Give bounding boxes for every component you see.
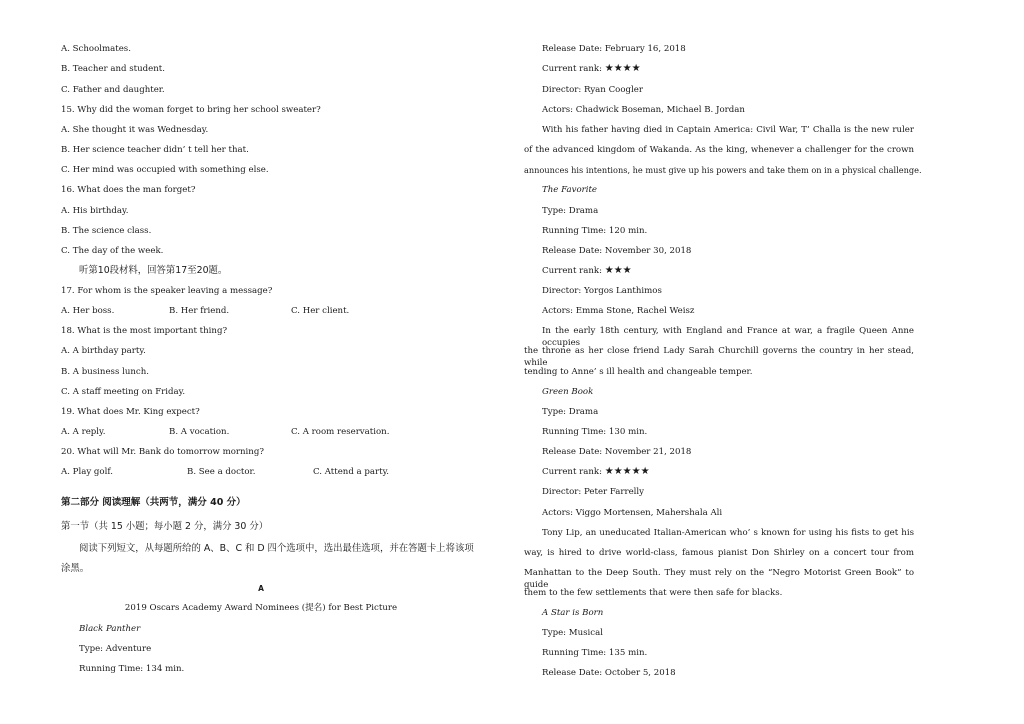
rank-label: Current rank:: [542, 467, 603, 477]
favorite-type: Type: Drama: [542, 206, 599, 216]
q15-option-c: C. Her mind was occupied with something else.: [61, 165, 269, 175]
favorite-release: Release Date: November 30, 2018: [542, 246, 692, 256]
favorite-desc-line3: tending to Anne’ s ill health and changeable temper.: [524, 367, 753, 377]
black-panther-director: Director: Ryan Coogler: [542, 85, 643, 95]
green-book-desc-line4: them to the few settlements that were then safe for blacks.: [524, 588, 783, 598]
movie-title-the-favorite: The Favorite: [542, 185, 598, 195]
q19-option-c: C. A room reservation.: [291, 427, 390, 437]
q17-option-c: C. Her client.: [291, 306, 350, 316]
green-book-desc-line3: Manhattan to the Deep South. They must rely on the “Negro Motorist Green Book” to guide: [524, 568, 914, 590]
green-book-desc-line2: way, is hired to drive world-class, famous pianist Don Shirley on a concert tour from: [524, 548, 914, 558]
black-panther-desc-line3: announces his intentions, he must give up his powers and take them on in a physical challenge.: [524, 165, 922, 175]
q19-option-b: B. A vocation.: [169, 427, 230, 437]
q20-option-a: A. Play golf.: [61, 467, 113, 477]
green-book-type: Type: Drama: [542, 407, 599, 417]
q19-option-a: A. A reply.: [61, 427, 106, 437]
star-is-born-type: Type: Musical: [542, 628, 603, 638]
black-panther-desc-line1: With his father having died in Captain America: Civil War, T’ Challa is the new ruler: [542, 125, 914, 135]
green-book-rank: [524, 466, 650, 478]
movie-title-black-panther: Black Panther: [79, 624, 141, 634]
question-18: 18. What is the most important thing?: [61, 326, 228, 336]
question-17: 17. For whom is the speaker leaving a message?: [61, 286, 273, 296]
q18-option-a: A. A birthday party.: [61, 346, 146, 356]
q17-options: [61, 305, 349, 317]
q17-option-a: A. Her boss.: [61, 306, 115, 316]
black-panther-running-time: Running Time: 134 min.: [79, 664, 185, 674]
passage-title: 2019 Oscars Academy Award Nominees (提名) for Best Picture: [124, 603, 398, 613]
q20-option-b: B. See a doctor.: [187, 467, 256, 477]
green-book-desc-line1: Tony Lip, an uneducated Italian-American who’ s known for using his fists to get his: [542, 528, 914, 538]
question-19: 19. What does Mr. King expect?: [61, 407, 200, 417]
question-15: 15. Why did the woman forget to bring her school sweater?: [61, 105, 321, 115]
passage-letter: A: [258, 584, 264, 593]
rank-label: Current rank:: [542, 266, 603, 276]
black-panther-type: Type: Adventure: [79, 644, 152, 654]
part2-title: 第二部分 阅读理解（共两节，满分 40 分）: [61, 497, 246, 508]
q14-option-a: A. Schoolmates.: [61, 44, 131, 54]
q17-option-b: B. Her friend.: [169, 306, 230, 316]
green-book-running-time: Running Time: 130 min.: [542, 427, 648, 437]
movie-title-green-book: Green Book: [542, 387, 594, 397]
favorite-director: Director: Yorgos Lanthimos: [542, 286, 662, 296]
q18-option-c: C. A staff meeting on Friday.: [61, 387, 186, 397]
movie-title-a-star-is-born: A Star is Born: [542, 608, 604, 618]
star-rating-icon: ★★★★★: [604, 466, 650, 477]
q19-options: [61, 426, 389, 438]
q15-option-b: B. Her science teacher didn’ t tell her that.: [61, 145, 249, 155]
favorite-running-time: Running Time: 120 min.: [542, 226, 648, 236]
black-panther-actors: Actors: Chadwick Boseman, Michael B. Jordan: [542, 105, 745, 115]
green-book-release: Release Date: November 21, 2018: [542, 447, 692, 457]
black-panther-rank: [524, 63, 641, 75]
star-is-born-running-time: Running Time: 135 min.: [542, 648, 648, 658]
rank-label: Current rank:: [542, 64, 603, 74]
listening-instruction: 听第10段材料，回答第17至20题。: [79, 265, 228, 276]
favorite-desc-line2: the throne as her close friend Lady Sarah Churchill governs the country in her stead, while: [524, 346, 914, 368]
green-book-director: Director: Peter Farrelly: [542, 487, 645, 497]
reading-instruction-line1: 阅读下列短文，从每题所给的 A、B、C 和 D 四个选项中，选出最佳选项，并在答题卡上将该项: [79, 543, 474, 554]
q16-option-b: B. The science class.: [61, 226, 152, 236]
question-16: 16. What does the man forget?: [61, 185, 196, 195]
black-panther-desc-line2: of the advanced kingdom of Wakanda. As the king, whenever a challenger for the crown: [524, 145, 914, 155]
q16-option-c: C. The day of the week.: [61, 246, 164, 256]
q16-option-a: A. His birthday.: [61, 206, 129, 216]
star-is-born-release: Release Date: October 5, 2018: [542, 668, 676, 678]
q18-option-b: B. A business lunch.: [61, 367, 149, 377]
q15-option-a: A. She thought it was Wednesday.: [61, 125, 209, 135]
favorite-actors: Actors: Emma Stone, Rachel Weisz: [542, 306, 695, 316]
q20-option-c: C. Attend a party.: [313, 467, 390, 477]
question-20: 20. What will Mr. Bank do tomorrow morning?: [61, 447, 264, 457]
star-rating-icon: ★★★★: [604, 63, 641, 74]
favorite-rank: [524, 265, 632, 277]
green-book-actors: Actors: Viggo Mortensen, Mahershala Ali: [542, 508, 723, 518]
star-rating-icon: ★★★: [604, 265, 632, 276]
q14-option-b: B. Teacher and student.: [61, 64, 165, 74]
q20-options: [61, 466, 389, 478]
section1-heading: 第一节（共 15 小题；每小题 2 分，满分 30 分）: [61, 521, 269, 532]
favorite-desc-line1: In the early 18th century, with England and France at war, a fragile Queen Anne occupies: [542, 326, 914, 348]
reading-instruction-line2: 涂黑。: [61, 563, 90, 574]
black-panther-release: Release Date: February 16, 2018: [542, 44, 686, 54]
q14-option-c: C. Father and daughter.: [61, 85, 165, 95]
